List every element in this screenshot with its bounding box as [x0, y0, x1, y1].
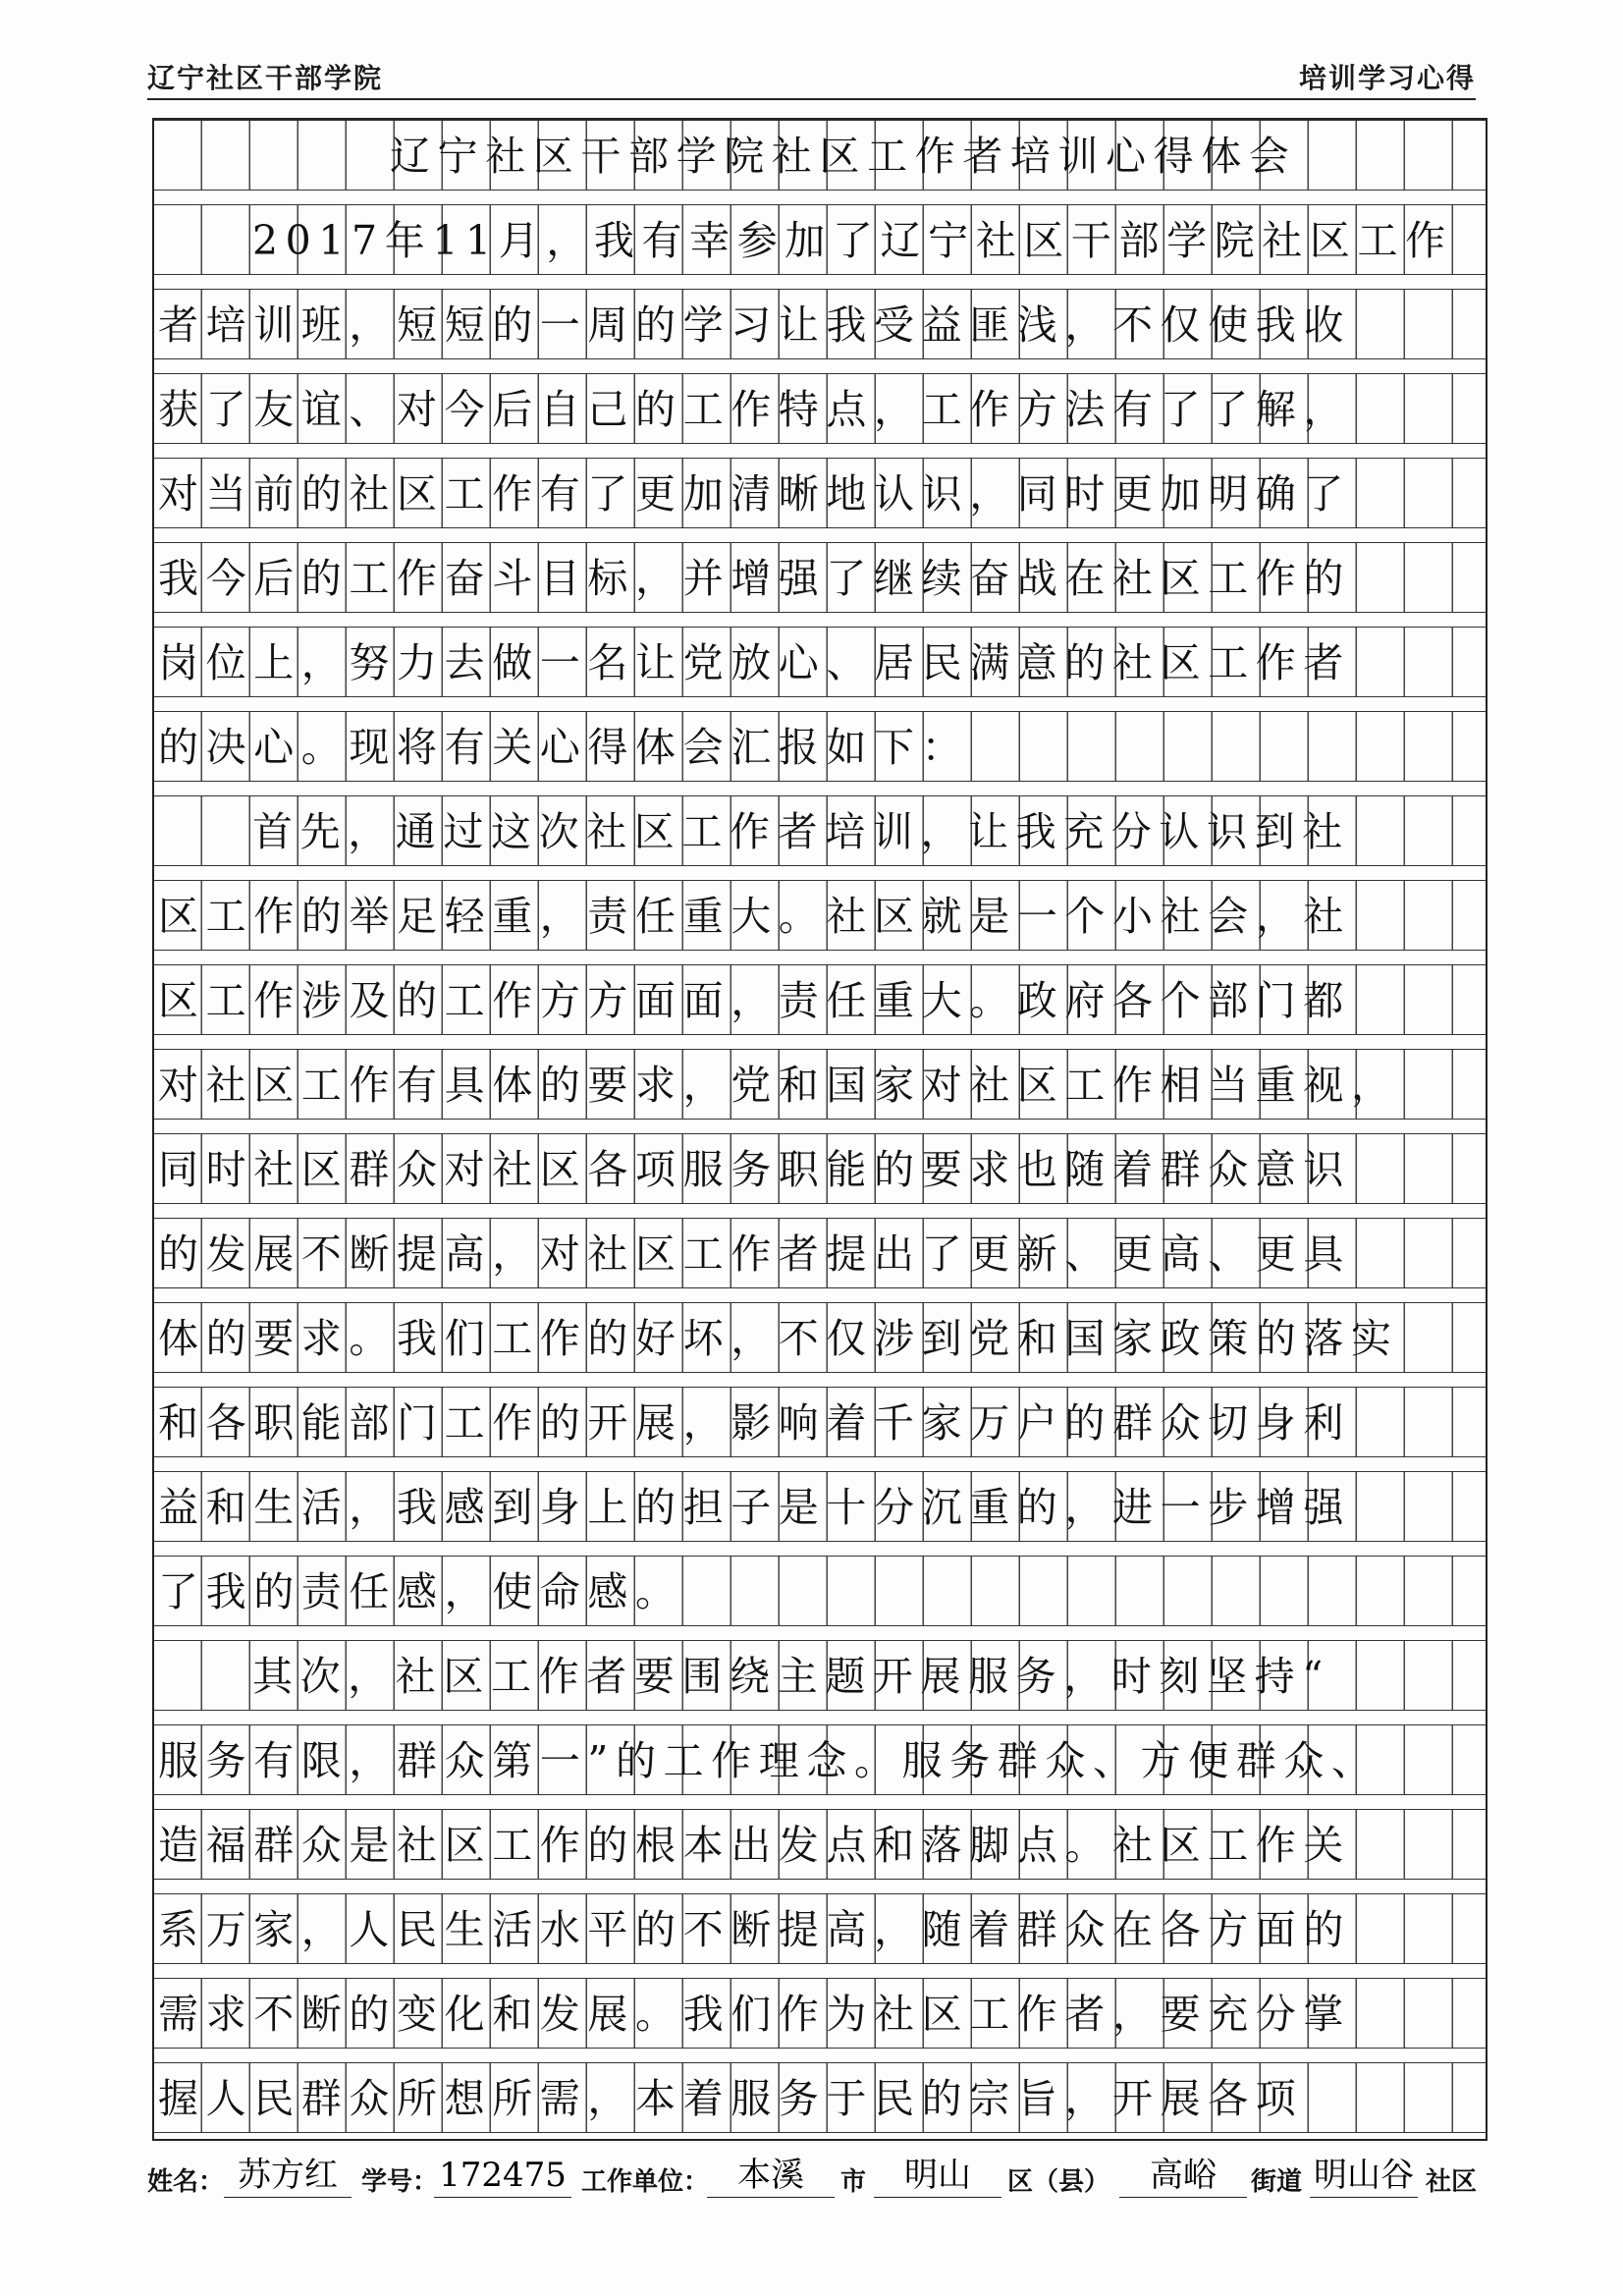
grid-row	[154, 1809, 1486, 1880]
essay-line: 对社区工作有具体的要求，党和国家对社区工作相当重视，	[158, 1062, 1399, 1109]
header-divider	[147, 98, 1476, 100]
header-doc-type: 培训学习心得	[1298, 62, 1476, 94]
community-value: 明山谷	[1310, 2154, 1418, 2198]
grid-row	[154, 458, 1486, 528]
work-unit-label: 工作单位：	[581, 2167, 710, 2197]
essay-line: 体的要求。我们工作的好坏，不仅涉到党和国家政策的落实	[158, 1315, 1399, 1362]
grid-row	[154, 289, 1486, 359]
essay-line: 益和生活，我感到身上的担子是十分沉重的，进一步增强	[158, 1484, 1351, 1531]
community-label: 社区	[1426, 2167, 1478, 2197]
essay-line: 首先，通过这次社区工作者培训，让我充分认识到社	[252, 808, 1350, 855]
essay-line: 了我的责任感，使命感。	[158, 1568, 683, 1615]
grid-row	[154, 542, 1486, 613]
grid-row	[154, 1302, 1486, 1373]
grid-row	[154, 1893, 1486, 1964]
essay-line: 2017年11月，我有幸参加了辽宁社区干部学院社区工作	[252, 217, 1453, 264]
grid-row	[154, 1218, 1486, 1288]
street-label: 街道	[1251, 2167, 1303, 2197]
header-institution: 辽宁社区干部学院	[147, 62, 384, 94]
city-label: 市	[840, 2167, 867, 2197]
grid-row	[154, 373, 1486, 444]
essay-line: 获了友谊、对今后自己的工作特点，工作方法有了了解，	[158, 386, 1351, 433]
essay-line: 系万家，人民生活水平的不断提高，随着群众在各方面的	[158, 1906, 1351, 1953]
name-value: 苏方红	[224, 2154, 352, 2198]
grid-row	[154, 1724, 1486, 1795]
city-value: 本溪	[707, 2154, 835, 2198]
grid-row	[154, 1133, 1486, 1204]
grid-row	[154, 964, 1486, 1035]
grid-row	[154, 880, 1486, 951]
essay-line: 者培训班，短短的一周的学习让我受益匪浅，不仅使我收	[158, 301, 1351, 349]
essay-line: 的决心。现将有关心得体会汇报如下：	[158, 724, 970, 771]
district-value: 明山	[874, 2154, 1001, 2198]
street-value: 高峪	[1119, 2154, 1247, 2198]
grid-row	[154, 1978, 1486, 2049]
grid-row	[154, 1387, 1486, 1457]
essay-line: 需求不断的变化和发展。我们作为社区工作者，要充分掌	[158, 1991, 1351, 2038]
essay-line: 同时社区群众对社区各项服务职能的要求也随着群众意识	[158, 1146, 1351, 1193]
district-label: 区（县）	[1007, 2167, 1110, 2197]
essay-line: 区工作涉及的工作方方面面，责任重大。政府各个部门都	[158, 977, 1351, 1024]
grid-row	[154, 1049, 1486, 1120]
grid-row	[154, 711, 1486, 782]
essay-line: 区工作的举足轻重，责任重大。社区就是一个小社会，社	[158, 893, 1351, 940]
student-id-label: 学号：	[361, 2167, 439, 2197]
grid-row	[154, 1471, 1486, 1542]
essay-line: 的发展不断提高，对社区工作者提出了更新、更高、更具	[158, 1230, 1351, 1278]
grid-row	[154, 627, 1486, 697]
essay-line: 造福群众是社区工作的根本出发点和落脚点。社区工作关	[158, 1822, 1351, 1869]
essay-line: 和各职能部门工作的开展，影响着千家万户的群众切身利	[158, 1399, 1351, 1447]
essay-line: 岗位上，努力去做一名让党放心、居民满意的社区工作者	[158, 639, 1351, 686]
essay-line: 其次，社区工作者要围绕主题开展服务，时刻坚持“	[252, 1653, 1330, 1700]
grid-row	[154, 204, 1486, 275]
essay-line: 服务有限，群众第一”的工作理念。服务群众、方便群众、	[158, 1737, 1380, 1784]
grid-row	[154, 1640, 1486, 1711]
author-info-footer	[147, 2154, 1483, 2203]
grid-row	[154, 795, 1486, 866]
name-label: 姓名：	[147, 2167, 225, 2197]
essay-line: 握人民群众所想所需，本着服务于民的宗旨，开展各项	[158, 2075, 1304, 2122]
manuscript-grid	[152, 118, 1488, 2141]
essay-title: 辽宁社区干部学院社区工作者培训心得体会	[390, 133, 1297, 180]
essay-line: 对当前的社区工作有了更加清晰地认识，同时更加明确了	[158, 470, 1351, 518]
grid-row	[154, 1556, 1486, 1626]
essay-line: 我今后的工作奋斗目标，并增强了继续奋战在社区工作的	[158, 555, 1351, 602]
grid-row	[154, 120, 1486, 191]
student-id-value: 172475	[434, 2154, 571, 2198]
grid-row	[154, 2062, 1486, 2133]
